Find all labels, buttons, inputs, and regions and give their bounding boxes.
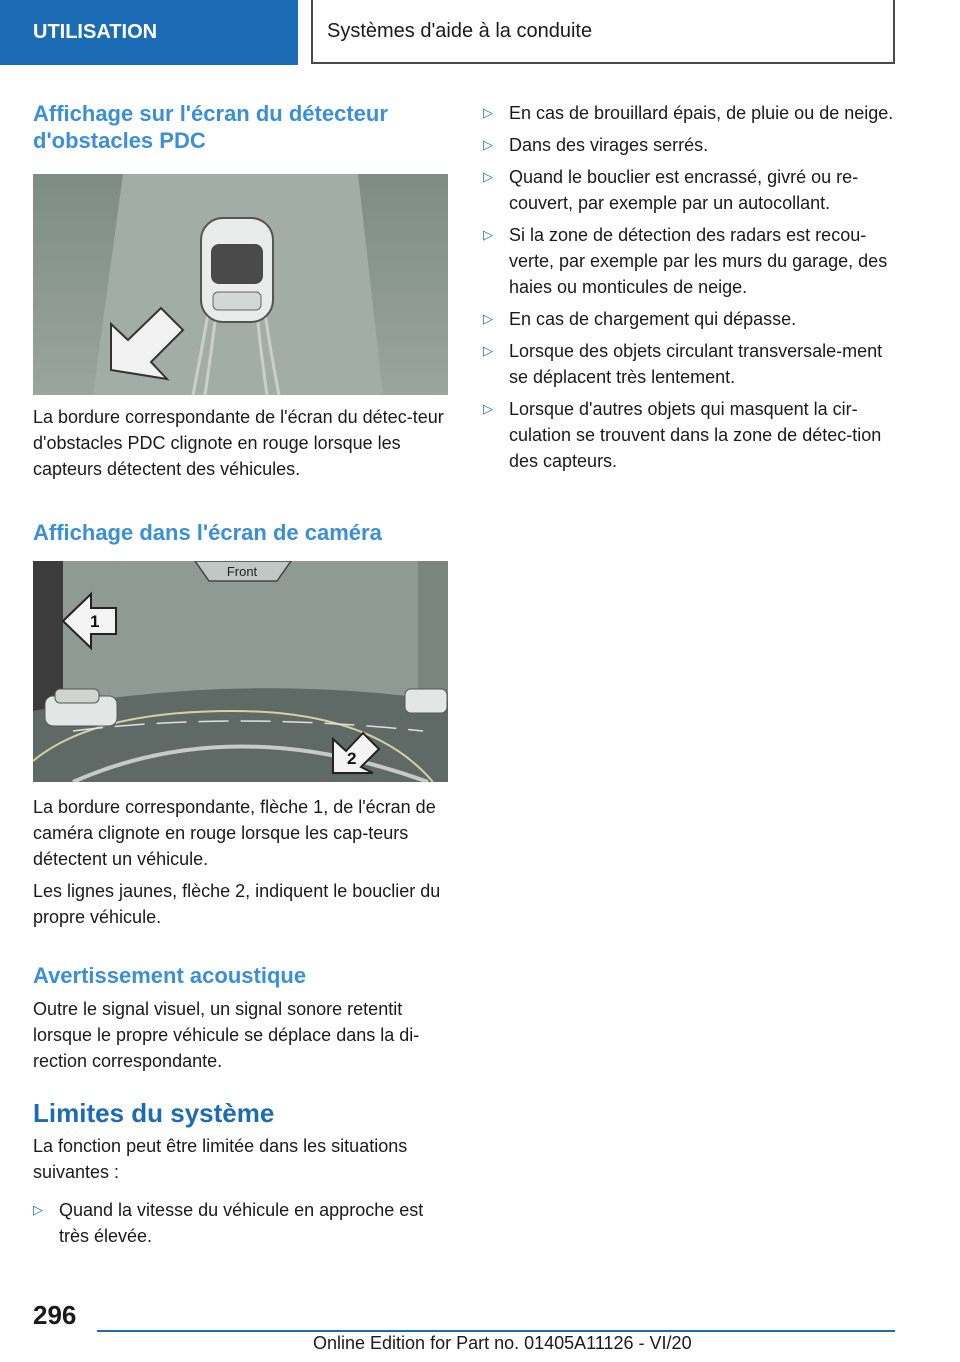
right-bullet-list	[483, 100, 898, 474]
paragraph-acoustic: Outre le signal visuel, un signal sonore retentit lorsque le propre véhicule se déplace dans la di-rection correspondante.	[33, 999, 420, 1071]
bullet-triangle-icon: ▷	[483, 137, 493, 152]
heading-camera-display: Affichage dans l'écran de caméra	[33, 520, 382, 545]
list-item: ▷ Si la zone de détection des radars est recou-verte, par exemple par les murs du garage, des haies ou monticules de neige.	[483, 222, 898, 300]
camera-display-figure	[33, 561, 448, 782]
list-item: ▷ Quand la vitesse du véhicule en approche est très élevée.	[33, 1197, 448, 1249]
list-item: ▷ Lorsque des objets circulant transversale-ment se déplacent très lentement.	[483, 338, 898, 390]
chapter-title: Systèmes d'aide à la conduite	[327, 19, 593, 42]
right-column	[483, 100, 898, 480]
list-item: ▷ Dans des virages serrés.	[483, 132, 898, 158]
left-bullet-list	[33, 1197, 448, 1249]
paragraph-camera-border: La bordure correspondante, flèche 1, de l'écran de caméra clignote en rouge lorsque les cap-teurs détectent un véhicule.	[33, 797, 436, 869]
bullet-triangle-icon: ▷	[483, 343, 493, 358]
bullet-triangle-icon: ▷	[483, 169, 493, 184]
edition-footer: Online Edition for Part no. 01405A11126 - VI/20	[313, 1333, 692, 1353]
paragraph-yellow-lines: Les lignes jaunes, flèche 2, indiquent le bouclier du propre véhicule.	[33, 881, 441, 927]
list-item: ▷ Quand le bouclier est encrassé, givré ou re-couvert, par exemple par un autocollant.	[483, 164, 898, 216]
bullet-triangle-icon: ▷	[483, 227, 493, 242]
footer-divider	[97, 1330, 895, 1332]
heading-system-limits: Limites du système	[33, 1098, 275, 1128]
bullet-triangle-icon: ▷	[33, 1202, 43, 1217]
bullet-triangle-icon: ▷	[483, 401, 493, 416]
paragraph-limits-intro: La fonction peut être limitée dans les situations suivantes :	[33, 1136, 408, 1182]
heading-pdc-display: Affichage sur l'écran du détecteur d'obstacles PDC	[33, 101, 388, 153]
bullet-triangle-icon: ▷	[483, 105, 493, 120]
pdc-display-figure	[33, 174, 448, 395]
callout-2: 2	[347, 749, 357, 768]
camera-illustration	[33, 561, 448, 782]
heading-acoustic-warning: Avertissement acoustique	[33, 963, 307, 988]
list-item: ▷ Lorsque d'autres objets qui masquent la cir-culation se trouvent dans la zone de détec-tion des capteurs.	[483, 396, 898, 474]
pdc-illustration	[33, 174, 448, 395]
bullet-triangle-icon: ▷	[483, 311, 493, 326]
front-label: Front	[226, 564, 258, 579]
section-tab	[0, 0, 298, 65]
section-title: UTILISATION	[33, 21, 158, 43]
chapter-tab	[311, 0, 895, 64]
callout-1: 1	[90, 612, 100, 631]
list-item: ▷ En cas de chargement qui dépasse.	[483, 306, 898, 332]
left-column	[33, 100, 448, 154]
list-item: ▷ En cas de brouillard épais, de pluie ou de neige.	[483, 100, 898, 126]
paragraph-pdc-border: La bordure correspondante de l'écran du détec-teur d'obstacles PDC clignote en rouge lorsque les capteurs détectent des véhicules.	[33, 407, 444, 479]
page-number: 296	[33, 1300, 77, 1330]
